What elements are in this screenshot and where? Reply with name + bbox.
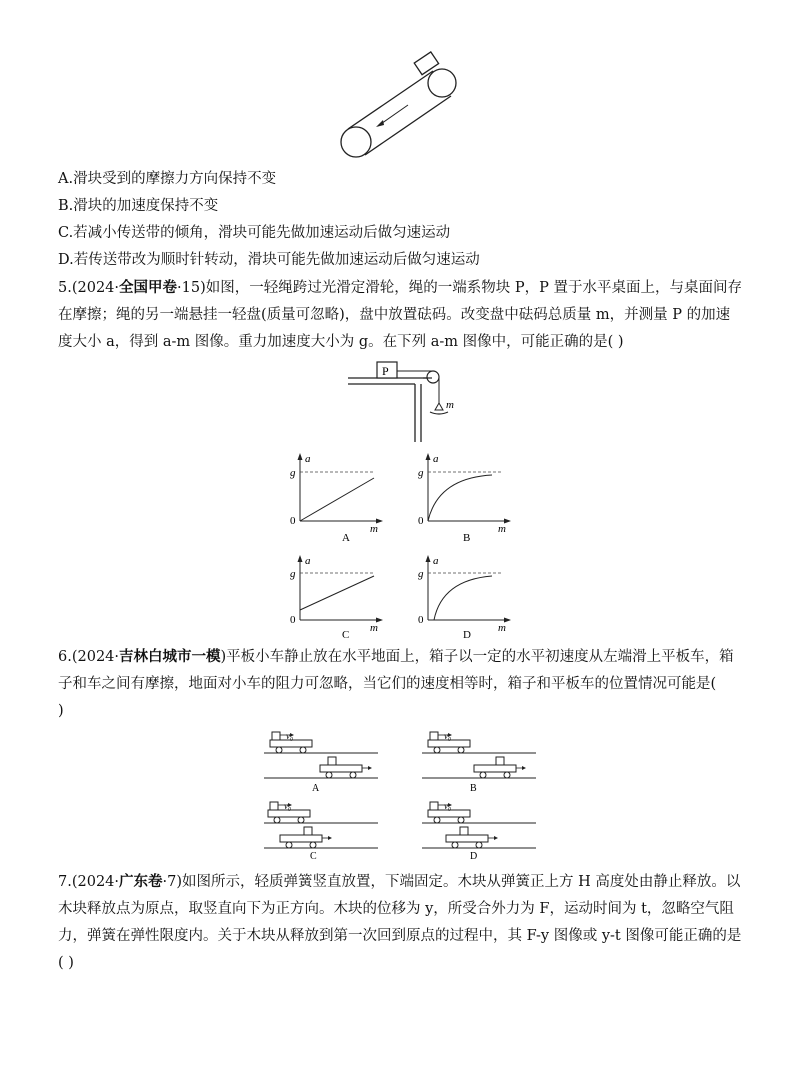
svg-text:v₀: v₀ bbox=[444, 731, 452, 741]
q6-line2: 子和车之间有摩擦，地面对小车的阻力可忽略，当它们的速度相等时，箱子和平板车的位置情况可能是( bbox=[58, 676, 717, 692]
graph-d bbox=[418, 555, 511, 641]
q6-source: 吉林白城市一模 bbox=[119, 648, 221, 665]
svg-text:g: g bbox=[290, 467, 296, 479]
svg-text:0: 0 bbox=[290, 515, 296, 527]
graph-c bbox=[290, 555, 383, 641]
cart-diagram-b bbox=[422, 731, 536, 794]
q5-line1: 5.(2024·全国甲卷·15)如图，一轻绳跨过光滑定滑轮，绳的一端系物块 P，P 置于水平桌面上，与桌面间存 bbox=[58, 279, 742, 296]
svg-text:g: g bbox=[418, 467, 424, 479]
graph-b-label: B bbox=[463, 532, 471, 544]
svg-text:0: 0 bbox=[418, 515, 424, 527]
q5-source: 全国甲卷 bbox=[119, 279, 178, 296]
graph-a-label: A bbox=[342, 532, 350, 544]
q7-line2: 木块释放点为原点，取竖直向下为正方向。木块的位移为 y，所受合外力为 F，运动时间为 t，忽略空气阻 bbox=[58, 901, 734, 917]
svg-text:v₀: v₀ bbox=[444, 801, 452, 811]
q5-line3: 度大小 a，得到 a-m 图像。重力加速度大小为 g。在下列 a-m 图像中，可能正确的是( ) bbox=[58, 334, 624, 350]
q7-line1: 7.(2024·广东卷·7)如图所示，轻质弹簧竖直放置，下端固定。木块从弹簧正上方 H 高度处由静止释放。以 bbox=[58, 873, 741, 890]
q7-source: 广东卷 bbox=[119, 873, 163, 890]
svg-text:g: g bbox=[418, 568, 424, 580]
graph-d-label: D bbox=[463, 629, 471, 641]
cart-b-label: B bbox=[470, 783, 477, 794]
option-a: A.滑块受到的摩擦力方向保持不变 bbox=[58, 171, 277, 187]
option-c: C.若减小传送带的倾角，滑块可能先做加速运动后做匀速运动 bbox=[58, 225, 451, 241]
pulley-figure bbox=[340, 358, 470, 448]
cart-c-label: C bbox=[310, 851, 317, 860]
svg-text:a: a bbox=[433, 453, 439, 465]
graph-a bbox=[290, 453, 383, 544]
am-graphs bbox=[280, 448, 520, 648]
svg-text:0: 0 bbox=[290, 614, 296, 626]
graph-c-label: C bbox=[342, 629, 350, 641]
svg-text:v₀: v₀ bbox=[284, 801, 292, 811]
option-d: D.若传送带改为顺时针转动，滑块可能先做加速运动后做匀速运动 bbox=[58, 252, 480, 268]
cart-diagrams bbox=[262, 730, 538, 860]
q6-line3: ) bbox=[58, 703, 64, 719]
svg-text:m: m bbox=[498, 622, 506, 634]
conveyor-belt-figure bbox=[330, 50, 470, 165]
graph-b bbox=[418, 453, 511, 544]
svg-text:0: 0 bbox=[418, 614, 424, 626]
q6-line1: 6.(2024·吉林白城市一模)平板小车静止放在水平地面上，箱子以一定的水平初速度从左端滑上平板车，箱 bbox=[58, 648, 734, 665]
svg-text:m: m bbox=[370, 622, 378, 634]
svg-text:v₀: v₀ bbox=[286, 731, 294, 741]
svg-text:m: m bbox=[370, 523, 378, 535]
cart-diagram-d bbox=[422, 801, 536, 860]
mass-label: m bbox=[446, 399, 454, 411]
q7-line3: 力，弹簧在弹性限度内。关于木块从释放到第一次回到原点的过程中，其 F-y 图像或 y-t 图像可能正确的是 bbox=[58, 928, 742, 944]
option-b: B.滑块的加速度保持不变 bbox=[58, 198, 219, 214]
q5-line2: 在摩擦；绳的另一端悬挂一轻盘(质量可忽略)，盘中放置砝码。改变盘中砝码总质量 m，并测量 P 的加速 bbox=[58, 307, 731, 323]
block-p-label: P bbox=[382, 364, 389, 378]
svg-text:a: a bbox=[305, 555, 311, 567]
svg-text:a: a bbox=[433, 555, 439, 567]
svg-text:a: a bbox=[305, 453, 311, 465]
cart-d-label: D bbox=[470, 851, 478, 860]
q7-line4: ( ) bbox=[58, 955, 74, 971]
svg-text:m: m bbox=[498, 523, 506, 535]
cart-diagram-a bbox=[264, 731, 378, 794]
cart-a-label: A bbox=[312, 783, 320, 794]
svg-text:g: g bbox=[290, 568, 296, 580]
cart-diagram-c bbox=[264, 801, 378, 860]
